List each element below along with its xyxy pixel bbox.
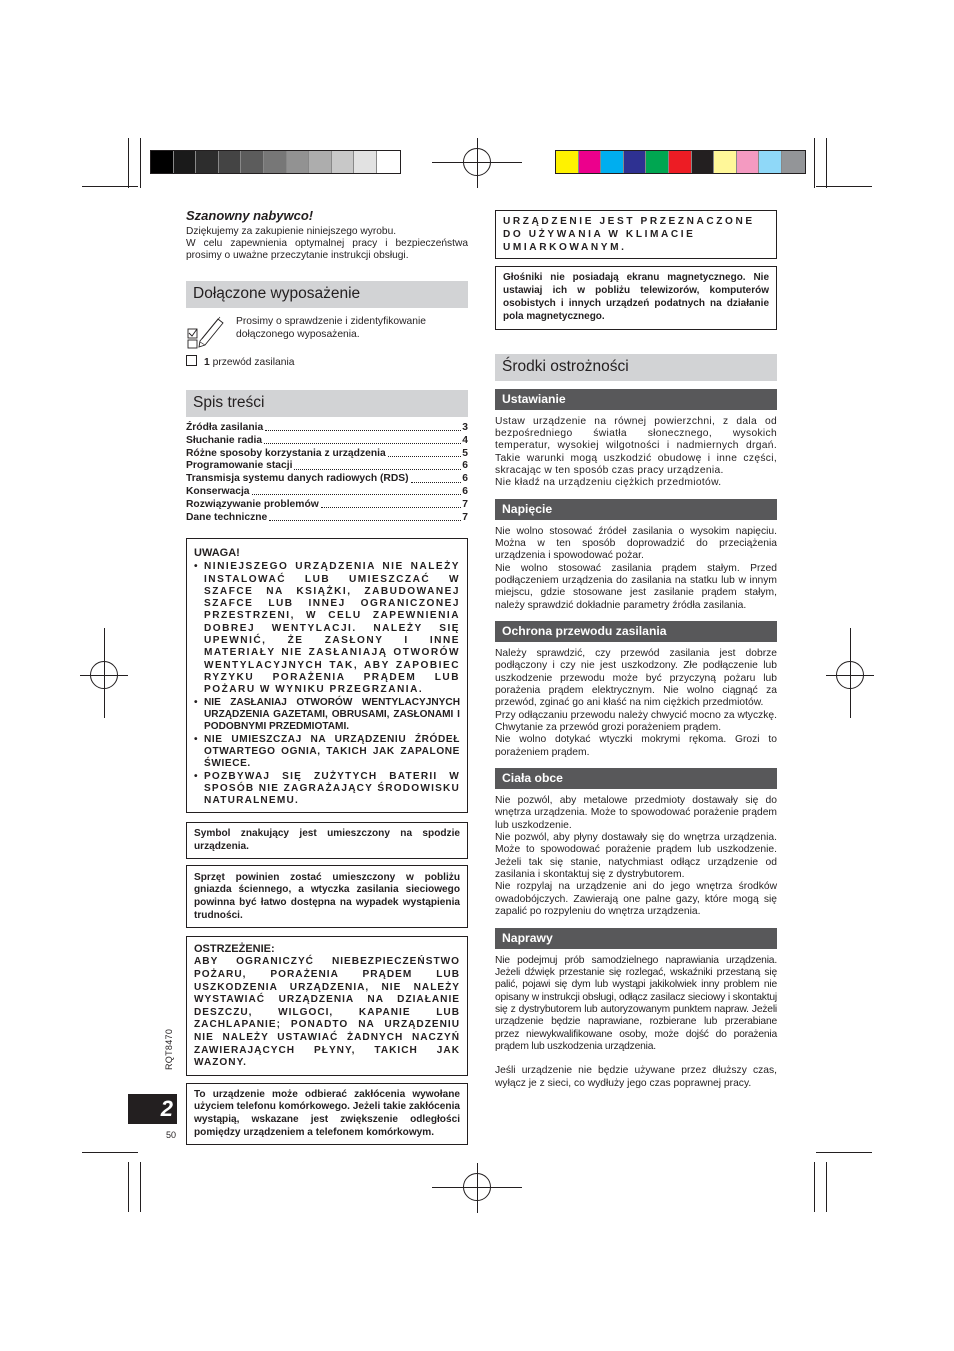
color-swatch xyxy=(354,151,377,173)
toc-leader-dots xyxy=(321,507,462,508)
color-swatch xyxy=(264,151,287,173)
color-swatch xyxy=(196,151,219,173)
accessories-note: Prosimy o sprawdzenie i zidentyfikowanie dołączonego wyposażenia. xyxy=(236,316,427,340)
toc-leader-dots xyxy=(411,482,462,483)
toc-entry[interactable] xyxy=(186,422,468,435)
color-swatch xyxy=(579,151,602,173)
section-title: Ciała obce xyxy=(495,768,777,789)
toc-entry[interactable] xyxy=(186,486,468,499)
section-title: Naprawy xyxy=(495,928,777,949)
caution-item: • NIE ZASŁANIAJ OTWORÓW WENTYLACYJNYCH URZĄDZENIA GAZETAMI, OBRUSAMI, ZASŁONAMI I PODOBNYMI PRZEDMIOTAMI. xyxy=(194,697,460,734)
color-swatch xyxy=(332,151,355,173)
accessories-note-row xyxy=(186,315,468,349)
toc-entry[interactable] xyxy=(186,447,468,460)
toc-leader-dots xyxy=(264,443,461,444)
color-swatch xyxy=(219,151,242,173)
warning-body: ABY OGRANICZYĆ NIEBEZPIECZEŃSTWO POŻARU, PORAŻENIA PRĄDEM LUB USZKODZENIA URZĄDZENIA, NIE NALEŻY WYSTAWIAĆ URZĄDZENIA NA DZIAŁANIE DESZCZU, WILGOCI, KAPANIE LUB ZACHLAPANIE; PONADTO NA URZĄDZENIU NIE NALEŻY USTAWIAĆ ŻADNYCH NACZYŃ ZAWIERAJĄCYCH PŁYNY, TAKICH JAK WAZONY. xyxy=(194,956,460,1069)
section-text: Należy sprawdzić, czy przewód zasilania jest dobrze podłączony i czy nie jest uszkodzony. Złe podłączenie lub uszkodzenie przewodu może być przyczyną pożaru lub porażenia prądem elektrycznym. Nie wolno ciągnąć za przewód, zginać go ani kłaść na nim ciężkich przedmiotów. Przy odłączaniu przewodu należy chwycić mocno za wtyczkę. Chwytanie za przewód grozi porażeniem prądem. Nie wolno dotykać wtyczki mokrymi rękoma. Grozi to porażeniem prądem. xyxy=(495,647,777,758)
accessory-qty: 1 xyxy=(204,357,210,369)
toc-leader-dots xyxy=(294,469,461,470)
toc-entry[interactable] xyxy=(186,460,468,473)
toc-list xyxy=(186,422,468,524)
toc-entry[interactable] xyxy=(186,434,468,447)
toc-heading: Spis treści xyxy=(186,390,468,417)
color-swatch xyxy=(759,151,782,173)
climate-box: URZĄDZENIE JEST PRZEZNACZONE DO UŻYWANIA W KLIMACIE UMIARKOWANYM. xyxy=(495,210,777,259)
section-text: Nie pozwól, aby metalowe przedmioty dostawały się do wnętrza urządzenia. Może to spowodować porażenie prądem lub uszkodzenie. Nie pozwól, aby płyny dostawały się do wnętrza urządzenia. Może to spowodować porażenie prądem lub uszkodzenie. Jeżeli tak się stanie, natychmiast odłącz urządzenie od zasilania i skontaktuj się z dystrybutorem. Nie rozpylaj na urządzenie ani do jego wnętrza środków owadobójczych. Zawierają one palne gazy, które mogą się zapalić po rozpyleniu do wnętrza urządzenia. xyxy=(495,795,777,918)
caution-item: • NINIEJSZEGO URZĄDZENIA NIE NALEŻY INSTALOWAĆ LUB UMIESZCZAĆ W SZAFCE NA KSIĄŻKI, ZABUDOWANEJ SZAFCE LUB INNEJ OGRANICZONEJ PRZESTRZENI, W CELU ZAPEWNIENIA DOBREJ WENTYLACJI. NALEŻY SIĘ UPEWNIĆ, ŻE ZASŁONY I INNE MATERIAŁY NIE ZASŁANIAJĄ OTWORÓW WENTYLACYJNYCH TAK, ABY ZAPOBIEC RYZYKU PORAŻENIA PRĄDEM LUB POŻARU W WYNIKU PRZEGRZANIA. xyxy=(194,561,460,696)
toc-leader-dots xyxy=(265,430,461,431)
color-swatch xyxy=(782,151,805,173)
document-code: RQT8470 xyxy=(164,1028,174,1070)
color-swatch xyxy=(556,151,579,173)
caution-item: • POZBYWAJ SIĘ ZUŻYTYCH BATERII W SPOSÓB NIE ZAGRAŻAJĄCY ŚRODOWISKU NATURALNEMU. xyxy=(194,771,460,808)
toc-entry-page: 7 xyxy=(462,511,468,523)
section-setup xyxy=(495,389,777,490)
intro-title: Szanowny nabywco! xyxy=(186,208,314,223)
color-swatch xyxy=(241,151,264,173)
toc-leader-dots xyxy=(388,456,462,457)
color-swatch xyxy=(151,151,174,173)
process-color-bar xyxy=(555,150,806,174)
section-power-cord xyxy=(495,621,777,759)
toc-entry-page: 7 xyxy=(462,498,468,510)
section-text: Ustaw urządzenie na równej powierzchni, z dala od bezpośredniego światła słonecznego, wysokich temperatur, wysokiej wilgotności i nadmiernych drgań. Takie warunki mogą uszkodzić obudowę i inne części, skracając w ten sposób czas pracy urządzenia. Nie kładź na urządzeniu ciężkich przedmiotów. xyxy=(495,415,777,489)
toc-entry[interactable] xyxy=(186,473,468,486)
symbol-box: Symbol znakujący jest umieszczony na spodzie urządzenia. xyxy=(186,822,468,858)
section-title: Napięcie xyxy=(495,499,777,520)
section-title: Ochrona przewodu zasilania xyxy=(495,621,777,642)
right-column xyxy=(495,210,777,1090)
color-swatch xyxy=(624,151,647,173)
accessory-name: przewód zasilania xyxy=(212,357,295,369)
section-text-extra: Jeśli urządzenie nie będzie używane przez dłuższy czas, wyłącz je z sieci, co wydłuży jego czas poprawnej pracy. xyxy=(495,1065,777,1089)
section-voltage xyxy=(495,499,777,612)
speaker-box: Głośniki nie posiadają ekranu magnetycznego. Nie ustawiaj ich w pobliżu telewizorów, komputerów osobistych i innych urządzeń podatnych na działanie pola magnetycznego. xyxy=(495,266,777,329)
accessory-item xyxy=(186,355,468,369)
color-swatch xyxy=(601,151,624,173)
color-swatch xyxy=(737,151,760,173)
toc-entry-page: 6 xyxy=(462,473,468,485)
section-repairs xyxy=(495,928,777,1090)
color-swatch xyxy=(287,151,310,173)
toc-entry-title: Źródła zasilania xyxy=(186,422,264,434)
toc-entry-title: Słuchanie radia xyxy=(186,434,263,446)
checklist-pen-icon xyxy=(186,315,228,349)
phone-interference-box: To urządzenie może odbierać zakłócenia wywołane użyciem telefonu komórkowego. Jeżeli takie zakłócenia wystąpią, wskazane jest zwiększenie odległości pomiędzy urządzeniem a telefonem komórkowym. xyxy=(186,1083,468,1145)
caution-list xyxy=(194,561,460,807)
section-foreign-objects xyxy=(495,768,777,918)
toc-entry-title: Programowanie stacji xyxy=(186,460,293,472)
color-swatch xyxy=(669,151,692,173)
warning-title: OSTRZEŻENIE: xyxy=(194,943,275,956)
toc-entry-page: 6 xyxy=(462,460,468,472)
section-title: Ustawianie xyxy=(495,389,777,410)
caution-item: • NIE UMIESZCZAJ NA URZĄDZENIU ŹRÓDEŁ OTWARTEGO OGNIA, TAKICH JAK ZAPALONE ŚWIECE. xyxy=(194,734,460,771)
toc-entry-page: 5 xyxy=(462,447,468,459)
section-text: Nie wolno stosować źródeł zasilania o wysokim napięciu. Można w ten sposób doprowadzić do przeciążenia urządzenia i spowodować pożar. Nie wolno stosować zasilania prądem stałym. Przed podłączeniem urządzenia do zasilania na statku lub w innym miejscu, gdzie stosowane jest zasilanie prądem stałym, należy sprawdzić dokładnie parametry źródła zasilania. xyxy=(495,525,777,611)
page-number-tab xyxy=(128,1094,177,1124)
precautions-heading: Środki ostrożności xyxy=(495,354,777,381)
caution-box xyxy=(186,538,468,813)
toc-entry[interactable] xyxy=(186,498,468,511)
toc-entry-title: Rozwiązywanie problemów xyxy=(186,498,319,510)
color-swatch xyxy=(377,151,400,173)
intro-body: Dziękujemy za zakupienie niniejszego wyrobu. W celu zapewnienia optymalnej pracy i bezpieczeństwa prosimy o uważne przeczytanie instrukcji obsługi. xyxy=(186,225,468,262)
toc-entry-title: Konserwacja xyxy=(186,486,250,498)
toc-leader-dots xyxy=(252,494,462,495)
color-swatch xyxy=(174,151,197,173)
color-swatch xyxy=(646,151,669,173)
toc-entry-page: 4 xyxy=(462,434,468,446)
accessory-checkbox[interactable] xyxy=(186,355,197,366)
accessories-heading: Dołączone wyposażenie xyxy=(186,281,468,308)
section-text: Nie podejmuj prób samodzielnego naprawiania urządzenia. Jeżeli dźwięk przestanie się rozlegać, wskaźniki przestaną się palić, pojawi się dym lub wystąpi jakikolwiek inny problem nie opisany w instrukcji obsługi, odłącz zasilacz sieciowy i skontaktuj się z dystrybutorem lub autoryzowanym punktem napraw. Jeżeli urządzenie będzie naprawiane, rozbierane lub przerabiane przez niewykwalifikowane osoby, może dojść do porażenia prądem lub uszkodzenia urządzenia. xyxy=(495,954,777,1052)
toc-leader-dots xyxy=(269,520,461,521)
toc-entry-title: Transmisja systemu danych radiowych (RDS) xyxy=(186,473,409,485)
page-number: 2 xyxy=(160,1096,173,1121)
toc-entry-title: Różne sposoby korzystania z urządzenia xyxy=(186,447,386,459)
toc-entry[interactable] xyxy=(186,511,468,524)
plug-box: Sprzęt powinien zostać umieszczony w pobliżu gniazda ściennego, a wtyczka zasilania sieciowego powinna być łatwo dostępna na wypadek wystąpienia trudności. xyxy=(186,865,468,928)
color-swatch xyxy=(714,151,737,173)
toc-entry-page: 3 xyxy=(462,422,468,434)
page-sub-number: 50 xyxy=(166,1130,177,1140)
color-swatch xyxy=(692,151,715,173)
gray-color-bar xyxy=(150,150,401,174)
left-column xyxy=(186,208,468,1145)
toc-entry-title: Dane techniczne xyxy=(186,511,268,523)
warning-box xyxy=(186,936,468,1076)
toc-entry-page: 6 xyxy=(462,486,468,498)
caution-title: UWAGA! xyxy=(194,547,240,560)
color-swatch xyxy=(309,151,332,173)
